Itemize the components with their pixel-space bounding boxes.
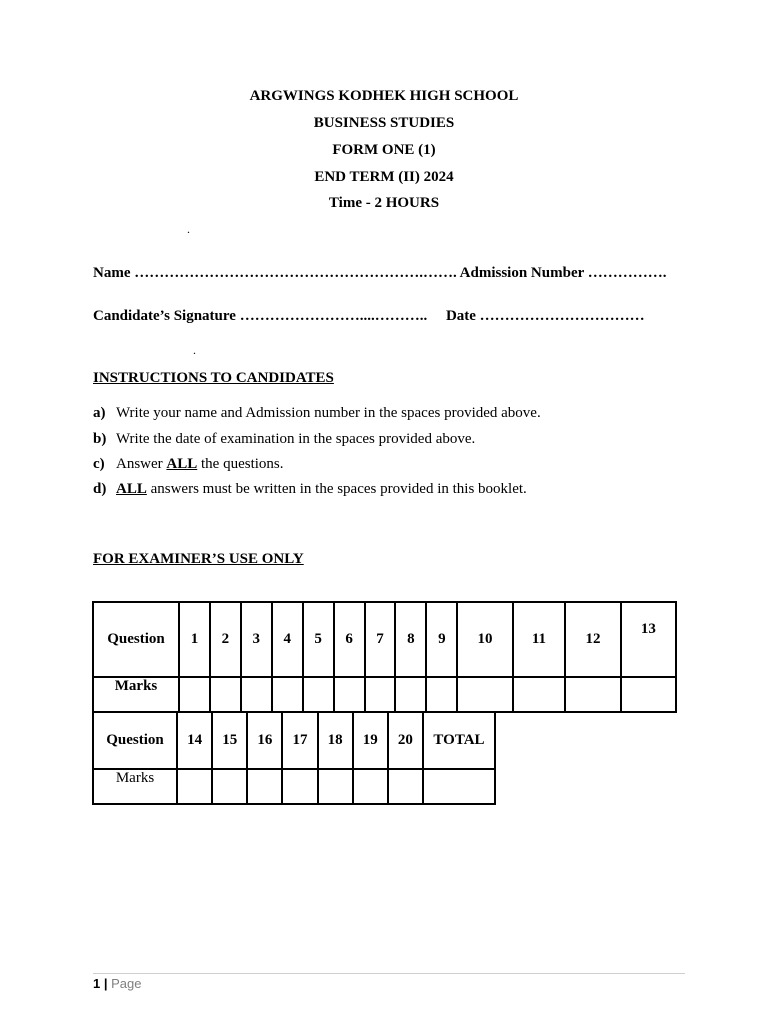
question-number: 17 [282, 712, 317, 769]
instruction-item [93, 481, 527, 498]
question-row [93, 712, 495, 769]
instruction-text: Answer [116, 456, 167, 472]
marks-cell [426, 677, 457, 712]
page-label: Page [111, 976, 142, 991]
marks-cell [303, 677, 334, 712]
marks-cell [177, 769, 212, 804]
term-title: END TERM (II) 2024 [314, 169, 454, 185]
marks-cell [334, 677, 365, 712]
instruction-text: Write your name and Admission number in the spaces provided above. [116, 405, 541, 421]
question-number: 7 [365, 602, 396, 677]
question-header: Question [93, 602, 179, 677]
signature-date-field: Candidate’s Signature ……………………....……….. Date …………………………… [93, 308, 645, 324]
marks-table-1 [92, 601, 677, 713]
instruction-text: Write the date of examination in the spaces provided above. [116, 431, 476, 447]
instruction-label: c) [93, 456, 105, 472]
question-number: 19 [353, 712, 388, 769]
marks-cell [272, 677, 303, 712]
exam-duration: Time - 2 HOURS [328, 195, 440, 211]
instruction-label: a) [93, 405, 106, 421]
marks-cell [212, 769, 247, 804]
examiner-heading: FOR EXAMINER’S USE ONLY [93, 551, 304, 567]
question-number: 6 [334, 602, 365, 677]
page-footer [93, 976, 142, 991]
instruction-emphasis: ALL [166, 456, 198, 472]
stray-dot: . [187, 222, 190, 236]
question-number: 16 [247, 712, 282, 769]
form-title: FORM ONE (1) [332, 142, 436, 158]
marks-cell [282, 769, 317, 804]
question-number: 9 [426, 602, 457, 677]
marks-cell [513, 677, 566, 712]
question-number: 13 [621, 602, 676, 677]
marks-header: Marks [93, 677, 179, 712]
stray-dot: . [193, 343, 196, 357]
question-number: 4 [272, 602, 303, 677]
question-number: 10 [457, 602, 512, 677]
marks-row [93, 677, 676, 712]
marks-cell [353, 769, 388, 804]
marks-cell [388, 769, 423, 804]
footer-divider [93, 973, 685, 974]
instruction-item [93, 456, 284, 473]
marks-cell [565, 677, 620, 712]
marks-cell [621, 677, 676, 712]
question-number: 5 [303, 602, 334, 677]
marks-cell [179, 677, 210, 712]
question-header: Question [93, 712, 177, 769]
page-separator: | [103, 976, 108, 991]
marks-cell [365, 677, 396, 712]
school-name: ARGWINGS KODHEK HIGH SCHOOL [249, 88, 519, 104]
instruction-label: b) [93, 431, 107, 447]
question-number: 8 [395, 602, 426, 677]
question-number: 20 [388, 712, 423, 769]
marks-cell [247, 769, 282, 804]
question-number: 18 [318, 712, 353, 769]
question-number: 2 [210, 602, 241, 677]
marks-cell [241, 677, 272, 712]
question-number: 15 [212, 712, 247, 769]
subject-title: BUSINESS STUDIES [313, 115, 455, 131]
total-header: TOTAL [423, 712, 495, 769]
instruction-item [93, 431, 475, 448]
marks-cell [457, 677, 512, 712]
instructions-heading: INSTRUCTIONS TO CANDIDATES [93, 370, 334, 386]
question-number: 14 [177, 712, 212, 769]
page-number: 1 [93, 976, 101, 991]
question-number: 12 [565, 602, 620, 677]
name-admission-field: Name ………………………………………………….……. Admission Number ……………. [93, 265, 667, 281]
marks-cell [318, 769, 353, 804]
instruction-emphasis: ALL [116, 481, 147, 497]
marks-cell [210, 677, 241, 712]
question-row [93, 602, 676, 677]
instruction-item [93, 405, 541, 422]
question-number: 1 [179, 602, 210, 677]
total-cell [423, 769, 495, 804]
marks-row [93, 769, 495, 804]
marks-header: Marks [93, 769, 177, 804]
marks-cell [395, 677, 426, 712]
marks-table-2 [92, 711, 496, 805]
instruction-text: the questions. [197, 456, 284, 472]
instruction-text: answers must be written in the spaces provided in this booklet. [146, 481, 527, 497]
instruction-label: d) [93, 481, 107, 497]
question-number: 11 [513, 602, 566, 677]
question-number: 3 [241, 602, 272, 677]
